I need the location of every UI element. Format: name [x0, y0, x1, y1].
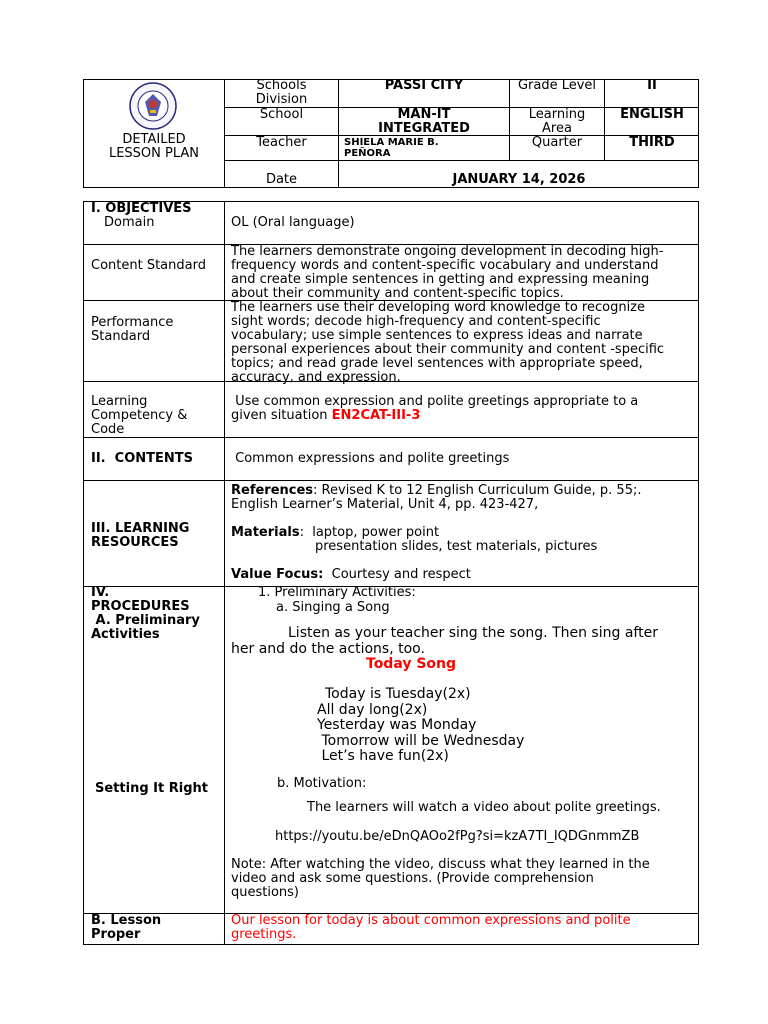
lesson-proper-text: greetings. [231, 927, 297, 942]
text-line: Note: After watching the video, discuss what they learned in the [231, 857, 650, 872]
text-line: about their community and content-specific topics. [231, 286, 564, 301]
singing-item: a. Singing a Song [276, 600, 390, 615]
text-line: frequency words and content-specific vocabulary and understand [231, 258, 659, 273]
song-line: Tomorrow will be Wednesday [317, 733, 525, 749]
header-divider [224, 160, 699, 161]
school-value: MAN-IT [397, 107, 451, 122]
school-label: School [259, 107, 304, 122]
song-line: Today is Tuesday(2x) [325, 686, 471, 702]
domain-value: OL (Oral language) [231, 215, 355, 230]
teacher-label: Teacher [256, 135, 307, 150]
video-link[interactable]: https://youtu.be/eDnQAOo2fPg?si=kzA7TI_IQDGnmmZB [275, 829, 640, 844]
preliminary-activities-heading: A. Preliminary [91, 613, 200, 628]
materials-value: : laptop, power point [299, 525, 440, 540]
song-line: Yesterday was Monday [317, 717, 477, 733]
learning-area-label: Area [542, 121, 572, 136]
preliminary-activities-item: 1. Preliminary Activities: [258, 585, 416, 600]
procedures-heading: PROCEDURES [91, 599, 190, 614]
references-label: References [231, 483, 314, 498]
motivation-text: The learners will watch a video about polite greetings. [307, 800, 661, 815]
lesson-proper-text: Our lesson for today is about common expressions and polite [231, 913, 631, 928]
song-line: Let’s have fun(2x) [317, 748, 449, 764]
objectives-heading: I. OBJECTIVES [91, 201, 192, 216]
preliminary-activities-heading: Activities [91, 627, 160, 642]
setting-it-right-label: Setting It Right [95, 781, 208, 796]
competency-text [231, 409, 420, 423]
value-focus-text [231, 568, 471, 582]
text-line: topics; and read grade level sentences with appropriate speed, [231, 356, 643, 371]
competency-label: Competency & [91, 408, 188, 423]
school-value: INTEGRATED [378, 121, 470, 136]
song-instruction: her and do the actions, too. [231, 641, 425, 657]
schools-division-label: Schools [256, 78, 307, 93]
lesson-plan-title: LESSON PLAN [108, 146, 200, 161]
lesson-proper-heading: Proper [91, 927, 141, 942]
performance-standard-label: Standard [91, 329, 151, 344]
value-focus-label: Value Focus: [231, 567, 324, 582]
text-line: vocabulary; use simple sentences to express ideas and narrate [231, 328, 643, 343]
note-text [231, 858, 650, 900]
resources-heading: RESOURCES [91, 535, 179, 550]
song-line: All day long(2x) [317, 702, 428, 718]
song-instruction: Listen as your teacher sing the song. Then sing after [288, 625, 658, 641]
lesson-plan-title: DETAILED [122, 132, 186, 147]
resources-heading: III. LEARNING [91, 521, 190, 536]
date-label: Date [265, 172, 298, 187]
text-line: video and ask some questions. (Provide comprehension [231, 871, 594, 886]
quarter-label: Quarter [531, 135, 583, 150]
contents-value: Common expressions and polite greetings [231, 451, 510, 466]
content-standard-label: Content Standard [91, 258, 206, 273]
table-divider [83, 437, 699, 438]
table-divider [83, 480, 699, 481]
teacher-value: SHIELA MARIE B. [344, 137, 439, 148]
date-value: JANUARY 14, 2026 [452, 172, 586, 187]
grade-level-label: Grade Level [517, 78, 597, 93]
song-title: Today Song [366, 656, 457, 672]
contents-heading: II. CONTENTS [91, 451, 193, 466]
text-line: accuracy, and expression. [231, 370, 401, 385]
schools-division-value: PASSI CITY [384, 78, 464, 93]
competency-label: Learning [91, 394, 148, 409]
motivation-item: b. Motivation: [277, 776, 367, 791]
domain-label: Domain [104, 215, 155, 230]
text-line: sight words; decode high-frequency and content-specific [231, 314, 601, 329]
text-line: and create simple sentences in getting and expressing meaning [231, 272, 650, 287]
learning-area-label: Learning [528, 107, 586, 122]
text-line: The learners demonstrate ongoing development in decoding high- [231, 244, 664, 259]
table-divider [224, 201, 225, 945]
schools-division-label: Division [255, 92, 308, 107]
teacher-value: PEÑORA [344, 148, 391, 159]
text-line: The learners use their developing word knowledge to recognize [231, 300, 646, 315]
competency-label: Code [91, 422, 125, 437]
deped-seal-logo [129, 82, 177, 130]
performance-standard-label: Performance [91, 315, 174, 330]
procedures-heading: IV. [91, 585, 110, 600]
materials-text [231, 526, 439, 540]
lesson-proper-heading: B. Lesson [91, 913, 162, 928]
competency-text: Use common expression and polite greetings appropriate to a [231, 394, 639, 409]
references-text: English Learner’s Material, Unit 4, pp. 423-427, [231, 497, 539, 512]
references-value: : Revised K to 12 English Curriculum Guide, p. 55;. [313, 483, 642, 498]
competency-code: EN2CAT-III-3 [331, 408, 421, 423]
references-text [231, 484, 642, 498]
content-standard-text [231, 245, 663, 301]
materials-label: Materials [231, 525, 300, 540]
text-line: personal experiences about their community and content -specific [231, 342, 665, 357]
competency-text-line: given situation [231, 408, 332, 423]
learning-area-value: ENGLISH [620, 107, 684, 122]
text-line: questions) [231, 885, 300, 900]
value-focus-value: Courtesy and respect [323, 567, 471, 582]
materials-text: presentation slides, test materials, pictures [315, 539, 598, 554]
grade-level-value: II [647, 78, 657, 93]
performance-standard-text [231, 301, 664, 385]
quarter-value: THIRD [629, 135, 675, 150]
